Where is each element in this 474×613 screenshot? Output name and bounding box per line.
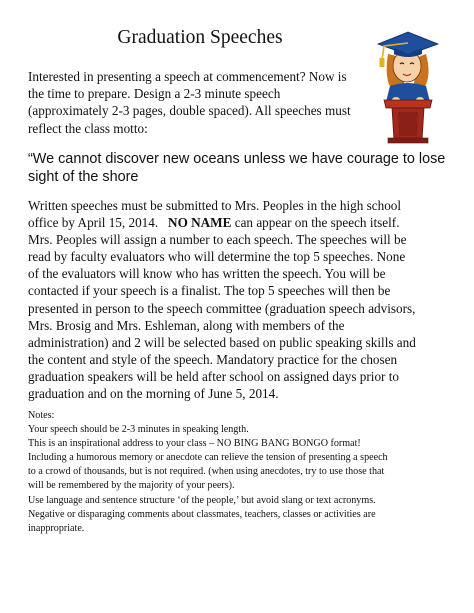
body-line: contacted if your speech is a finalist. The top 5 speeches will then be — [28, 283, 391, 299]
note-line: to a crowd of thousands, but is not required. (when using anecdotes, try to use those that — [28, 466, 385, 478]
submission-paragraph — [28, 197, 468, 402]
body-line: Mrs. Peoples will assign a number to each speech. The speeches will be — [28, 232, 407, 248]
page-title: Graduation Speeches — [117, 27, 283, 48]
body-line: read by faculty evaluators who will determine the top 5 speeches. None — [28, 249, 406, 265]
body-line: administration) and 2 will be selected based on public speaking skills and — [28, 334, 416, 350]
tassel-shape — [380, 58, 385, 67]
notes-section — [28, 409, 468, 536]
body-line: graduation speakers will be held after school on assigned days prior to — [28, 368, 399, 384]
body-line — [28, 214, 468, 231]
note-line: Use language and sentence structure ‘of the people,’ but avoid slang or text acronyms. — [28, 494, 376, 506]
podium-shape — [384, 100, 432, 108]
note-line: inappropriate. — [28, 522, 85, 534]
body-line: presented in person to the speech committee (graduation speech advisors, — [28, 300, 416, 316]
podium-shape — [388, 138, 428, 143]
intro-paragraph — [28, 68, 378, 137]
motto-line: sight of the shore — [28, 169, 139, 185]
note-line: This is an inspirational address to your class – NO BING BANG BONGO format! — [28, 438, 361, 450]
class-motto — [28, 150, 468, 186]
body-text-run: can appear on the speech itself. — [231, 215, 400, 231]
notes-heading: Notes: — [28, 410, 55, 421]
note-line: Your speech should be 2-3 minutes in speaking length. — [28, 424, 249, 436]
note-line: Negative or disparaging comments about classmates, teachers, classes or activities are — [28, 508, 376, 520]
body-line: the content and style of the speech. Mandatory practice for the chosen — [28, 351, 398, 367]
intro-line: Interested in presenting a speech at commencement? Now is — [28, 69, 347, 84]
graduate-at-podium-icon — [374, 24, 444, 144]
intro-line: (approximately 2-3 pages, double spaced). All speeches must — [28, 103, 351, 119]
motto-line: “We cannot discover new oceans unless we have courage to lose — [28, 151, 446, 167]
note-line: will be remembered by the majority of your peers). — [28, 480, 235, 492]
note-line: Including a humorous memory or anecdote can relieve the tension of presenting a speech — [28, 452, 388, 464]
body-line: Mrs. Brosig and Mrs. Eshleman, along with members of the — [28, 317, 345, 333]
body-line: of the evaluators will know who has written the speech. You will be — [28, 266, 386, 282]
body-line: graduation and on the morning of June 5, 2014. — [28, 386, 279, 402]
no-name-emphasis: NO NAME — [168, 215, 232, 231]
intro-line: the time to prepare. Design a 2-3 minute speech — [28, 86, 281, 102]
body-text-run: office by April 15, 2014. — [28, 215, 169, 231]
intro-line: reflect the class motto: — [28, 120, 148, 136]
body-line: Written speeches must be submitted to Mrs. Peoples in the high school — [28, 198, 402, 213]
